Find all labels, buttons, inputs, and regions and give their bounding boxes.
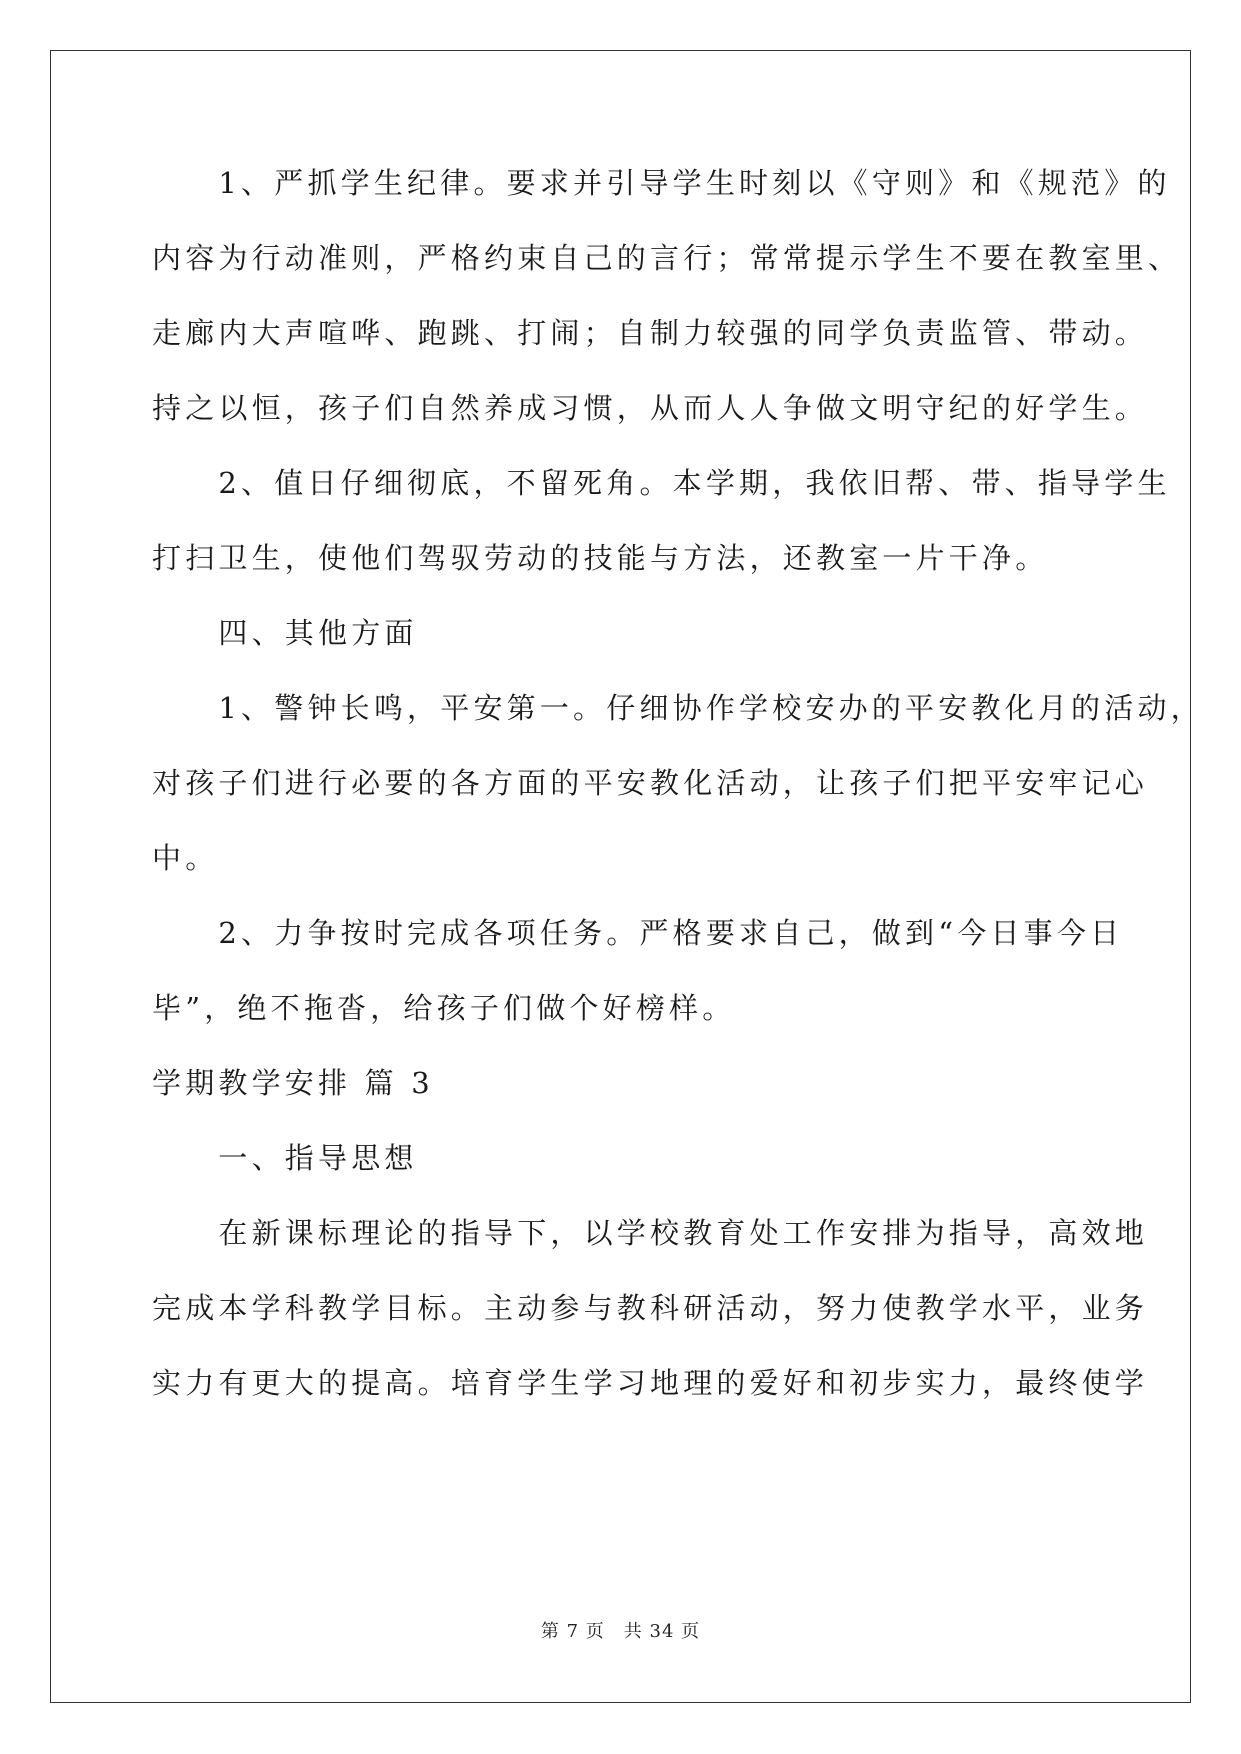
text-line: 毕”，绝不拖沓，给孩子们做个好榜样。 — [152, 991, 736, 1025]
page-footer: 第 7 页 共 34 页 — [540, 1621, 701, 1642]
page-border — [50, 50, 1191, 1703]
text-line: 打扫卫生，使他们驾驭劳动的技能与方法，还教室一片干净。 — [152, 541, 1049, 575]
section-heading: 一、指导思想 — [152, 1141, 418, 1175]
text-line: 1、警钟长鸣，平安第一。仔细协作学校安办的平安教化月的活动， — [152, 691, 1204, 725]
section-heading: 四、其他方面 — [152, 616, 418, 650]
text-line: 2、力争按时完成各项任务。严格要求自己，做到“今日事今日 — [152, 916, 1124, 950]
article-title: 学期教学安排 篇 3 — [152, 1066, 434, 1100]
text-line: 中。 — [152, 841, 219, 875]
text-line: 完成本学科教学目标。主动参与教科研活动，努力使教学水平，业务 — [152, 1291, 1149, 1325]
text-line: 2、值日仔细彻底，不留死角。本学期，我依旧帮、带、指导学生 — [152, 466, 1171, 500]
text-line: 持之以恒，孩子们自然养成习惯，从而人人争做文明守纪的好学生。 — [152, 391, 1149, 425]
text-line: 走廊内大声喧哗、跑跳、打闹；自制力较强的同学负责监管、带动。 — [152, 316, 1149, 350]
text-line: 实力有更大的提高。培育学生学习地理的爱好和初步实力，最终使学 — [152, 1366, 1149, 1400]
text-line: 在新课标理论的指导下，以学校教育处工作安排为指导，高效地 — [152, 1216, 1149, 1250]
text-line: 对孩子们进行必要的各方面的平安教化活动，让孩子们把平安牢记心 — [152, 766, 1149, 800]
text-line: 1、严抓学生纪律。要求并引导学生时刻以《守则》和《规范》的 — [152, 166, 1171, 200]
text-line: 内容为行动准则，严格约束自己的言行；常常提示学生不要在教室里、 — [152, 241, 1182, 275]
